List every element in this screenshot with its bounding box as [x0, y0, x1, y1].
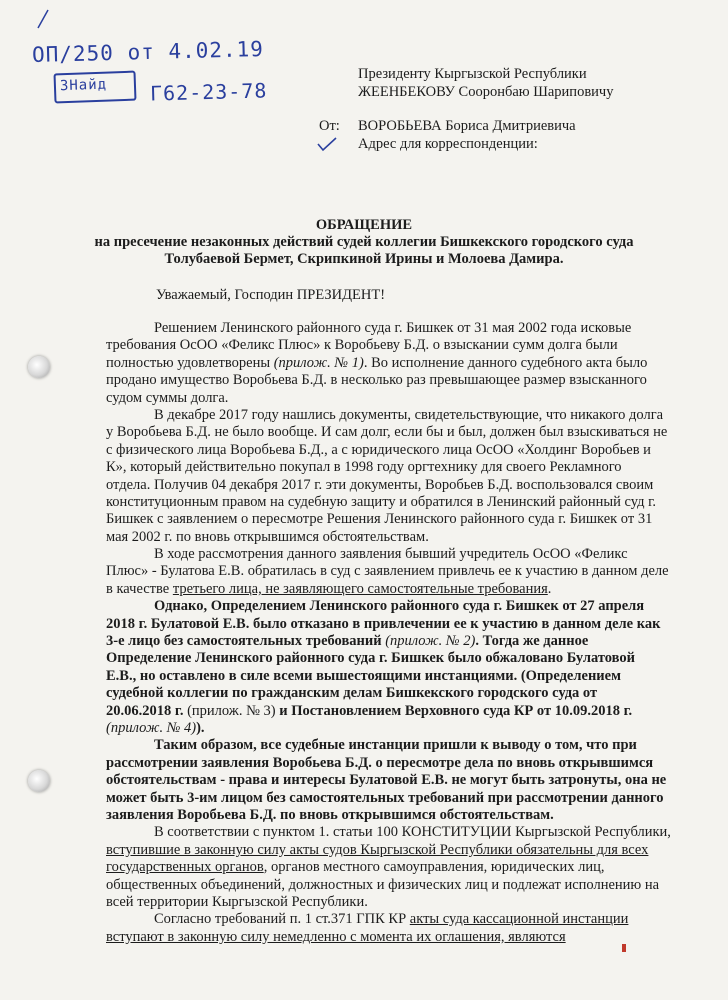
addressee-line-2: ЖЕЕНБЕКОВУ Сооронбаю Шариповичу: [358, 84, 614, 100]
text-line: рассмотрении заявления Воробьева Б.Д. о пересмотре дела по вновь открывшимся: [106, 754, 654, 771]
letter-body: [106, 320, 670, 946]
sender-name: ВОРОБЬЕВА Бориса Дмитриевича: [358, 118, 576, 134]
registration-stamp-box-text: ЗНайд: [59, 76, 108, 95]
text-line: может быть 3-им лицом без самостоятельных требований при рассмотрении данного: [106, 789, 664, 806]
text-line: В ходе рассмотрения данного заявления бывший учредитель ОсОО «Феликс: [154, 546, 628, 563]
text-line: Таким образом, все судебные инстанции пришли к выводу о том, что при: [154, 737, 637, 754]
pen-stroke-mark: [36, 8, 50, 30]
text-line: [106, 581, 670, 598]
text-span: в качестве: [106, 580, 173, 597]
attachment-ref: (прилож. № 4): [106, 719, 197, 736]
text-line: Однако, Определением Ленинского районного суда г. Бишкек от 27 апреля: [154, 598, 645, 615]
sender-address-label: Адрес для корреспонденции:: [358, 136, 538, 152]
underlined-text: государственных органов: [106, 859, 264, 876]
document-subtitle-line-1: на пресечение незаконных действий судей коллегии Бишкекского городского суда: [94, 234, 634, 250]
text-span: Согласно требований п. 1 ст.371 ГПК КР: [154, 911, 410, 928]
punch-hole: [28, 770, 50, 792]
text-span: 20.06.2018 г.: [106, 702, 184, 719]
document-subtitle-line-2: Толубаевой Бермет, Скрипкиной Ирины и Молоева Дамира.: [164, 251, 564, 267]
text-line: конституционным правом на судебную защиту и обратился в Ленинский районный суд г.: [106, 493, 657, 510]
text-line: вступившие в законную силу акты судов Кыргызской Республики обязательны для всех: [106, 841, 649, 858]
checkmark-icon: [316, 136, 338, 152]
text-line: всей территории Кыргызской Республики.: [106, 893, 368, 910]
attachment-ref: (прилож. № 2): [385, 633, 476, 650]
text-line: судебной коллегии по гражданским делам Бишкекского городского суда от: [106, 685, 598, 702]
text-line: заявления Воробьева Б.Д. по вновь открывшимся обстоятельствам.: [106, 806, 554, 823]
attachment-ref: (прилож. № 1): [273, 354, 364, 371]
registration-stamp-code: Г62-23-78: [149, 78, 268, 106]
underlined-text: акты суда кассационной инстанции: [409, 911, 629, 928]
text-line: вступают в законную силу немедленно с момента их оглашения, являются: [106, 928, 566, 945]
punch-hole: [28, 356, 50, 378]
text-line: обстоятельствам - права и интересы Булатовой Е.В. не могут быть затронуты, она не: [106, 772, 667, 789]
text-line: [106, 859, 670, 876]
text-line: [106, 720, 670, 737]
text-line: В декабре 2017 году нашлись документы, свидетельствующие, что никакого долга: [154, 406, 664, 423]
addressee-line-1: Президенту Кыргызской Республики: [358, 66, 587, 82]
text-line: Решением Ленинского районного суда г. Бишкек от 31 мая 2002 года исковые: [154, 320, 632, 336]
attachment-ref: (прилож. № 3): [183, 702, 280, 719]
text-span: полностью удовлетворены: [106, 354, 274, 371]
text-line: Бишкек с заявлением о пересмотре Решения Ленинского районного суда г. Бишкек от 31: [106, 511, 653, 528]
text-line: [106, 355, 670, 372]
text-span: . Во исполнение данного судебного акта было: [363, 354, 648, 371]
text-line: [106, 633, 670, 650]
text-line: Определение Ленинского районного суда г. Бишкек было обжаловано Булатовой: [106, 650, 635, 667]
text-span: .: [547, 580, 552, 597]
text-line: продано имущество Воробьева Б.Д. в несколько раз превышающее размер взысканного: [106, 372, 647, 389]
sender-label: От:: [319, 118, 340, 134]
text-line: у Воробьева Б.Д. не было вообще. И сам долг, если бы и был, должен был взыскиваться не: [106, 424, 668, 441]
greeting: Уважаемый, Господин ПРЕЗИДЕНТ!: [156, 287, 386, 303]
text-line: В соответствии с пунктом 1. статьи 100 КОНСТИТУЦИИ Кыргызской Республики,: [154, 824, 671, 841]
text-span: ).: [196, 719, 205, 736]
text-line: Плюс» - Булатова Е.В. обратилась в суд с заявлением привлечь ее к участию в данном деле: [106, 563, 669, 580]
registration-stamp-number: ОП/250 от 4.02.19: [31, 36, 265, 68]
registration-stamp-box: [54, 71, 137, 104]
underlined-text: третьего лица, не заявляющего самостоятельные требования: [172, 580, 548, 597]
text-line: К», который действительно покупал в 1998 году оргтехнику для своего Рекламного: [106, 459, 622, 476]
text-line: отдела. Получив 04 декабря 2017 г. эти документы, Воробьев Б.Д. воспользовался своим: [106, 476, 654, 493]
text-line: [106, 703, 670, 720]
text-line: 2018 г. Булатовой Е.В. было отказано в привлечении ее к участию в данном деле как: [106, 615, 661, 632]
text-span: 3-е лицо без самостоятельных требований: [106, 633, 386, 650]
text-line: мая 2002 г. по вновь открывшимся обстоятельствам.: [106, 528, 429, 545]
text-line: требования ОсОО «Феликс Плюс» к Воробьеву Б.Д. о взыскании сумм долга были: [106, 337, 618, 354]
text-span: , органов местного самоуправления, юридических лиц,: [263, 859, 605, 876]
text-line: судом суммы долга.: [106, 389, 229, 406]
document-title: ОБРАЩЕНИЕ: [315, 217, 413, 233]
red-ink-mark: [622, 944, 626, 952]
text-span: и Постановлением Верховного суда КР от 10.09.2018 г.: [279, 702, 633, 719]
text-line: общественных объединений, должностных и физических лиц и подлежат исполнению на: [106, 876, 660, 893]
text-line: Е.В., но оставлено в силе всеми вышестоящими инстанциями. (Определением: [106, 667, 621, 684]
text-line: [106, 911, 670, 928]
text-line: с физического лица Воробьева Б.Д., а с юридического лица ОсОО «Холдинг Воробьев и: [106, 441, 651, 458]
text-span: . Тогда же данное: [475, 633, 589, 650]
